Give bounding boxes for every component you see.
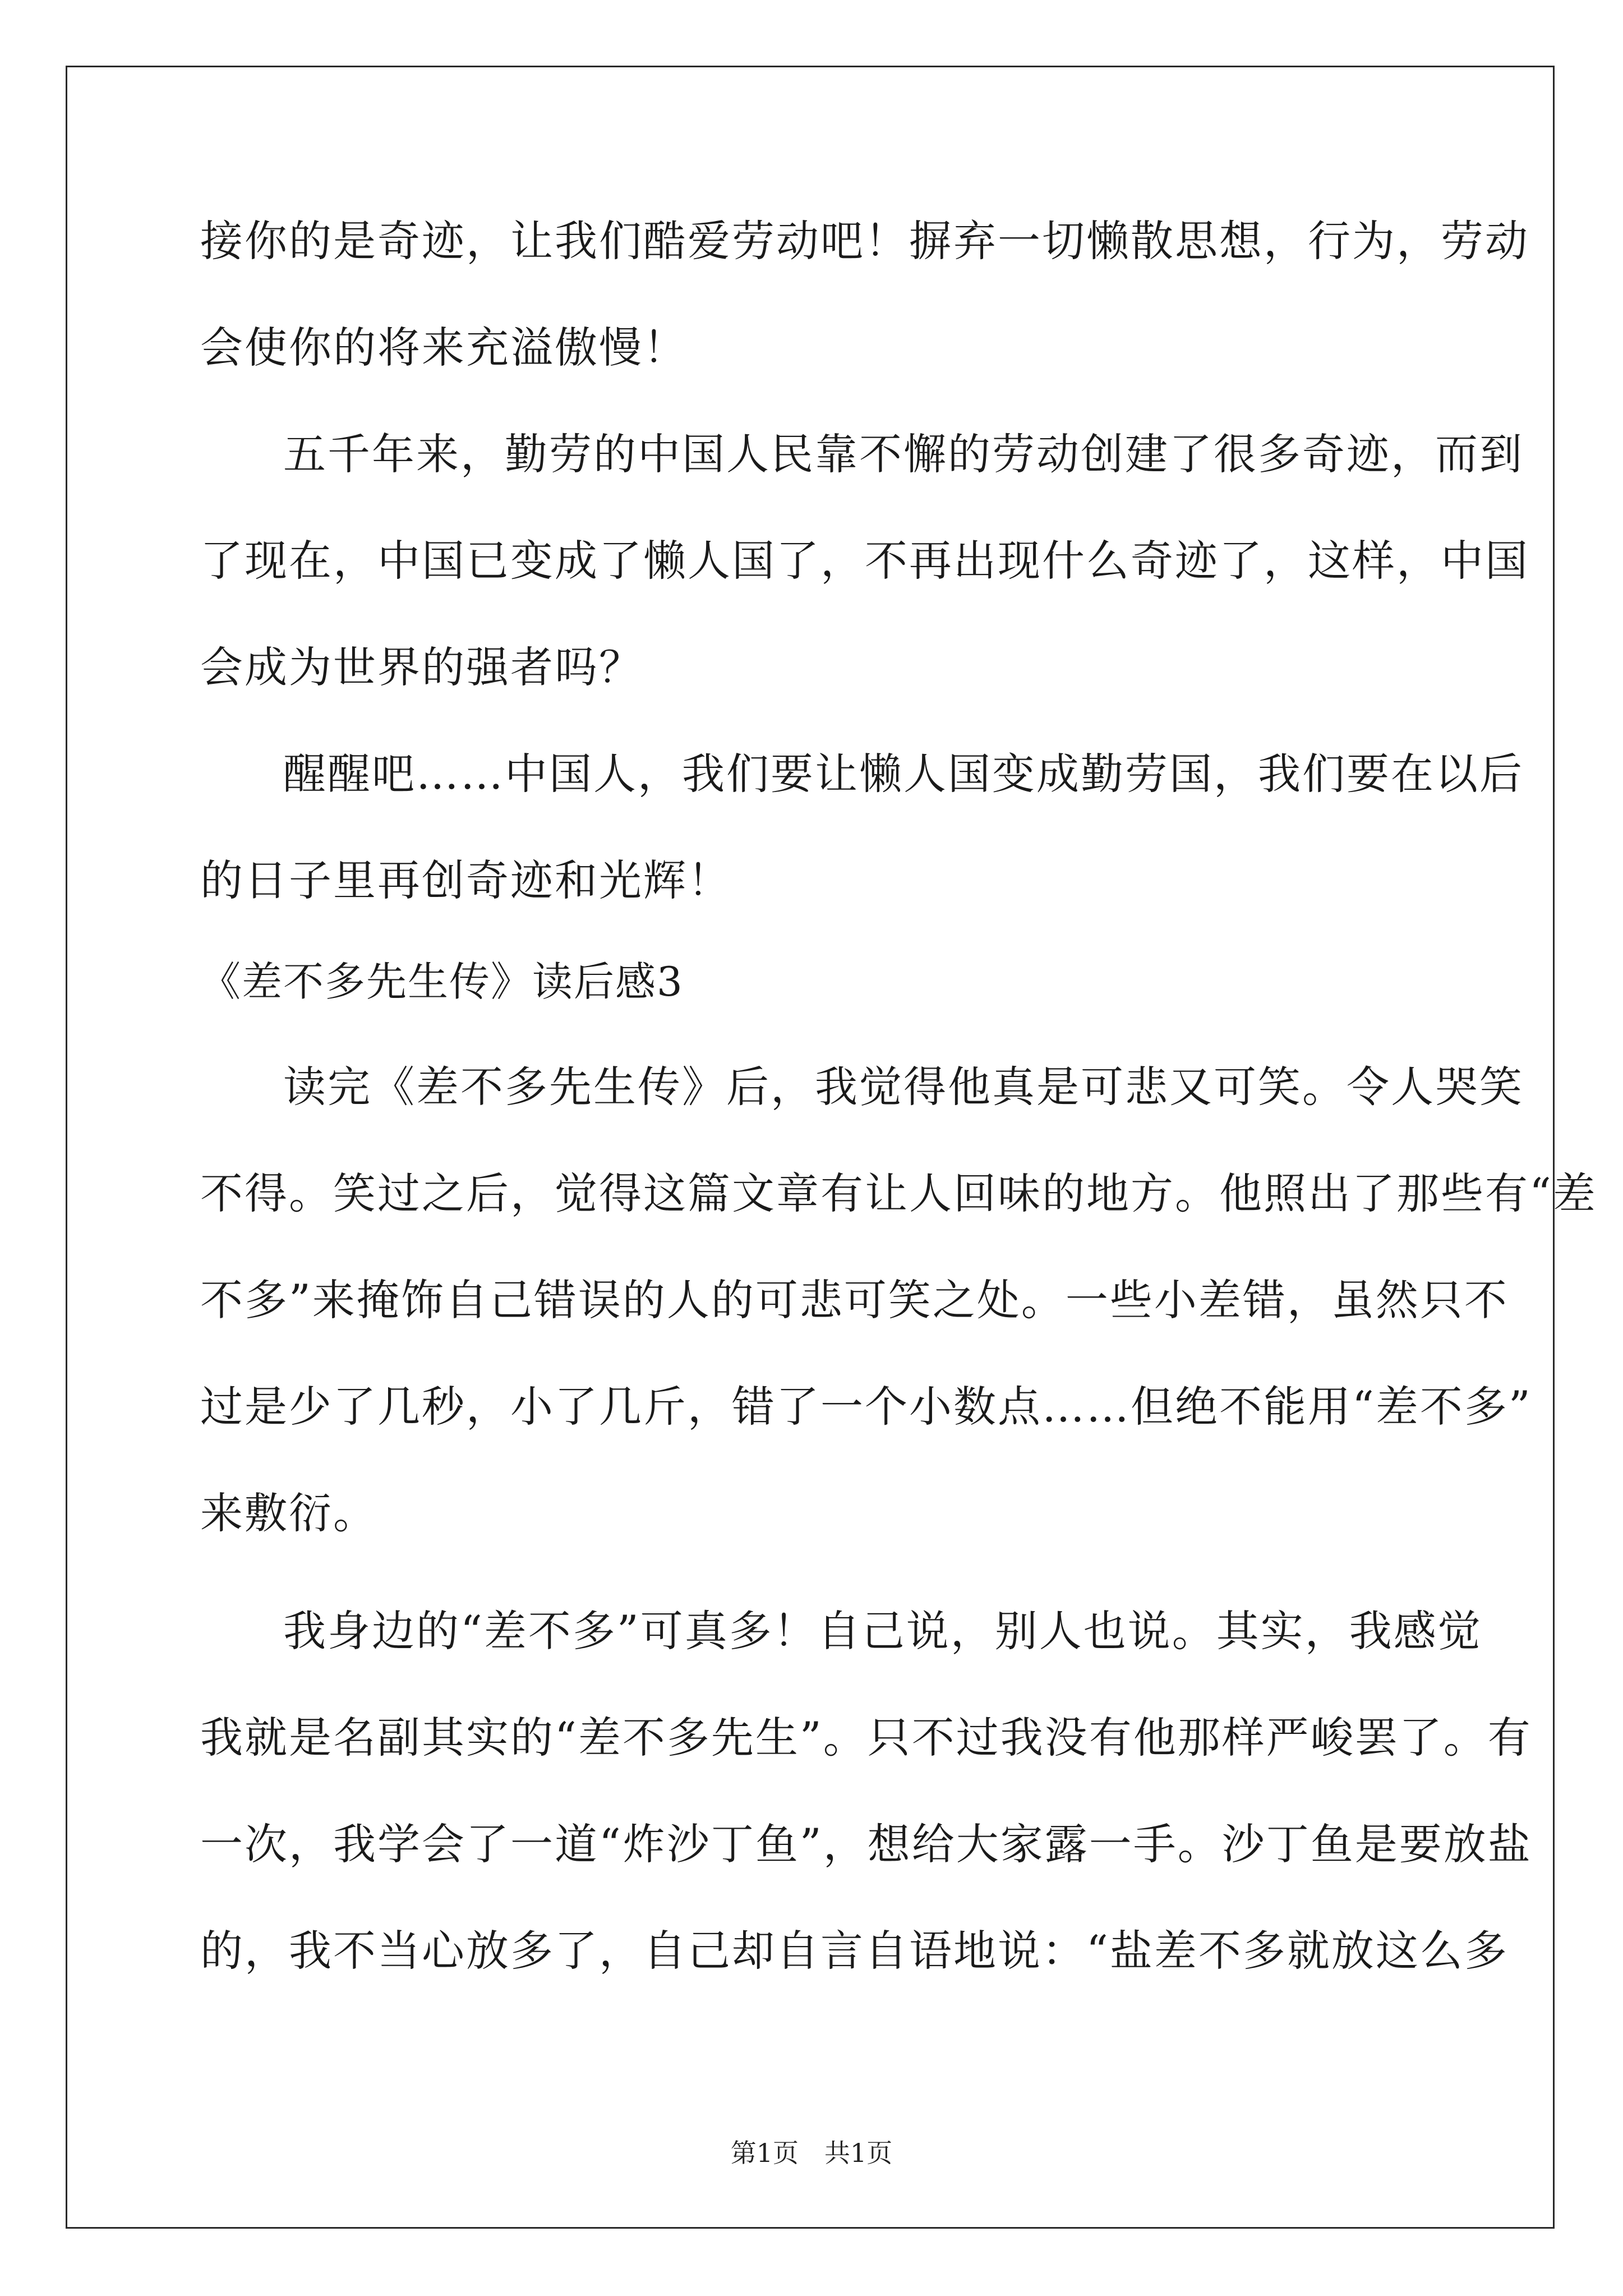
text-line: 读完《差不多先生传》后，我觉得他真是可悲又可笑。令人哭笑 [283, 1062, 1524, 1112]
text-line: 来敷衍。 [200, 1488, 377, 1538]
text-line: 不得。笑过之后，觉得这篇文章有让人回味的地方。他照出了那些有“差 [200, 1168, 1597, 1218]
text-line: 了现在，中国已变成了懒人国了，不再出现什么奇迹了，这样，中国 [200, 536, 1529, 586]
section-heading: 《差不多先生传》读后感3 [200, 958, 684, 1005]
page-border [66, 66, 1555, 2229]
text-line: 接你的是奇迹，让我们酷爱劳动吧！摒弃一切懒散思想，行为，劳动 [200, 216, 1529, 266]
text-line: 的，我不当心放多了，自己却自言自语地说：“盐差不多就放这么多 [200, 1926, 1509, 1976]
text-line: 过是少了几秒，小了几斤，错了一个小数点……但绝不能用“差不多” [200, 1382, 1532, 1432]
text-line: 五千年来，勤劳的中国人民靠不懈的劳动创建了很多奇迹，而到 [283, 429, 1524, 479]
text-line: 不多”来掩饰自己错误的人的可悲可笑之处。一些小差错，虽然只不 [200, 1275, 1509, 1325]
text-line: 会使你的将来充溢傲慢！ [200, 323, 688, 372]
text-line: 会成为世界的强者吗？ [200, 642, 643, 692]
text-line: 我身边的“差不多”可真多！自己说，别人也说。其实，我感觉 [283, 1606, 1482, 1656]
text-line: 醒醒吧……中国人，我们要让懒人国变成勤劳国，我们要在以后 [283, 749, 1524, 799]
text-line: 一次，我学会了一道“炸沙丁鱼”，想给大家露一手。沙丁鱼是要放盐 [200, 1819, 1532, 1869]
page-number-footer: 第1页 共1页 [730, 2138, 893, 2168]
text-line: 的日子里再创奇迹和光辉！ [200, 855, 732, 905]
text-line: 我就是名副其实的“差不多先生”。只不过我没有他那样严峻罢了。有 [200, 1713, 1532, 1763]
